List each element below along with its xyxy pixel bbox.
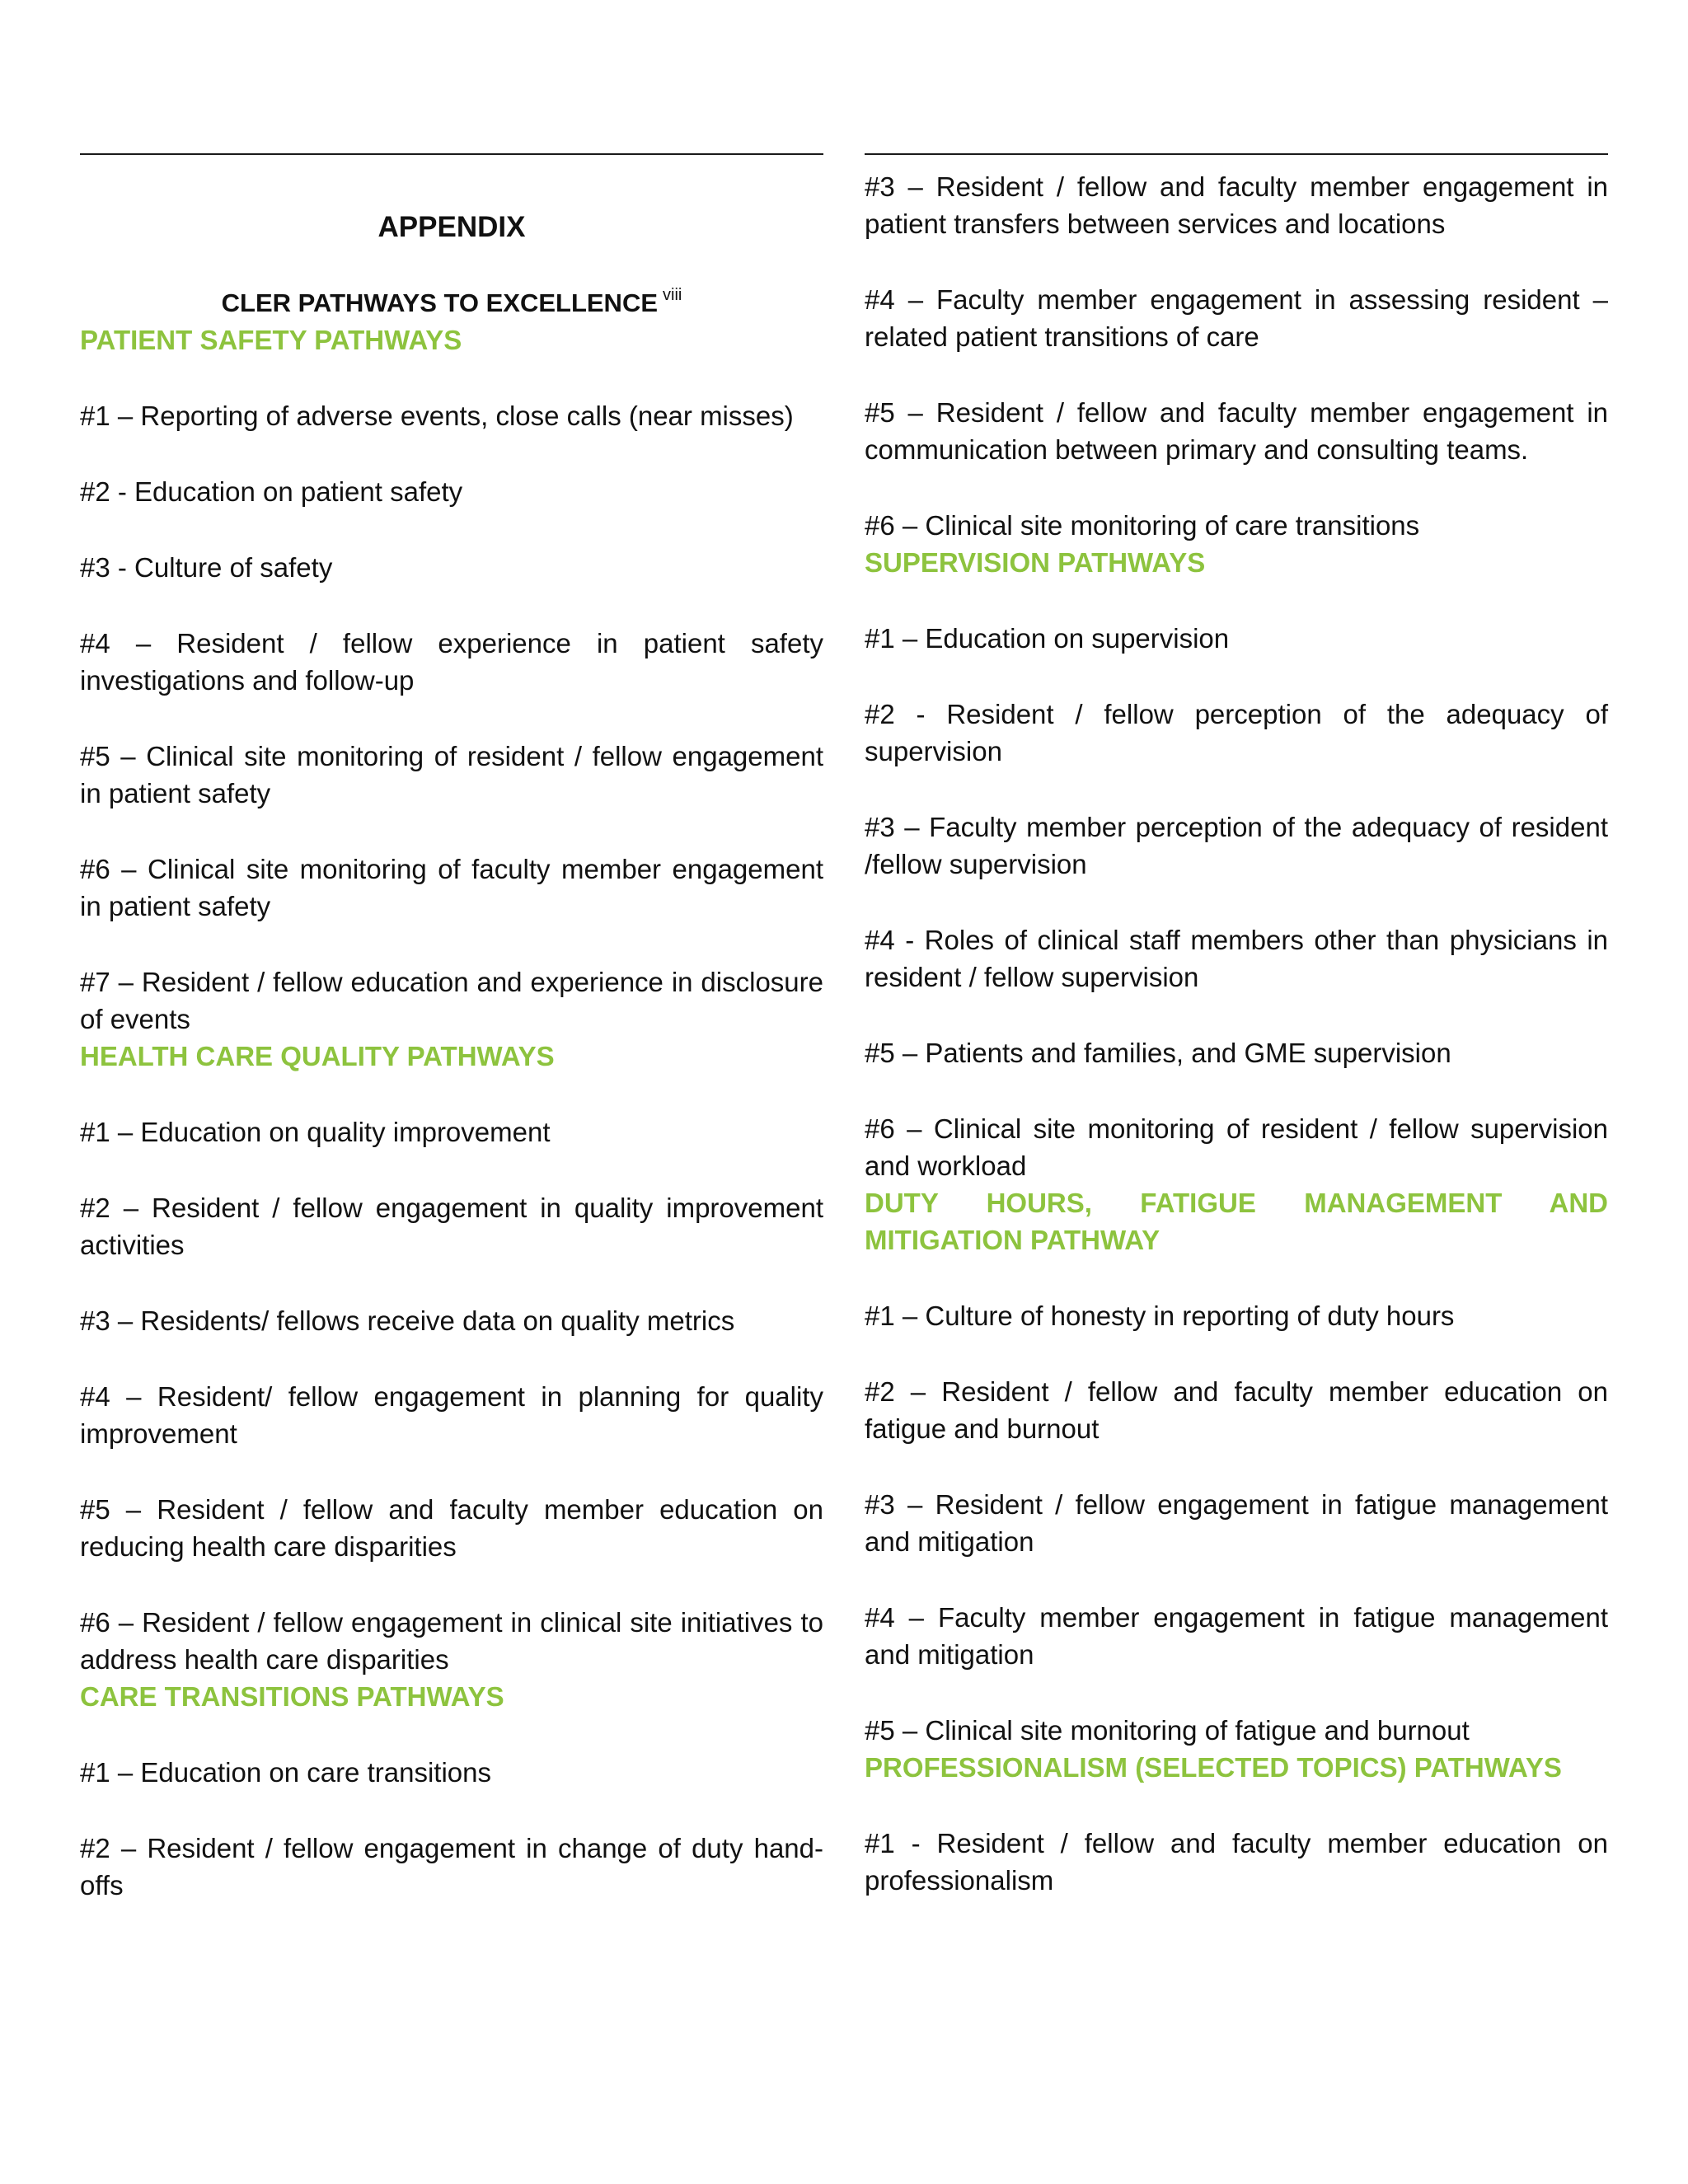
- supervision-item-4: #4 - Roles of clinical staff members other than physicians in resident / fellow supervision: [865, 925, 1608, 992]
- health-care-quality-item-4: #4 – Resident/ fellow engagement in planning for quality improvement: [80, 1381, 823, 1449]
- patient-safety-heading: PATIENT SAFETY PATHWAYS: [80, 325, 462, 355]
- supervision-item-3: #3 – Faculty member perception of the adequacy of resident /fellow supervision: [865, 812, 1608, 879]
- care-transitions-heading: CARE TRANSITIONS PATHWAYS: [80, 1681, 504, 1712]
- duty-hours-item-2: #2 – Resident / fellow and faculty member education on fatigue and burnout: [865, 1376, 1608, 1444]
- patient-safety-item-2: #2 - Education on patient safety: [80, 476, 463, 507]
- patient-safety-item-3: #3 - Culture of safety: [80, 552, 333, 583]
- health-care-quality-item-1: #1 – Education on quality improvement: [80, 1117, 551, 1147]
- patient-safety-item-5: #5 – Clinical site monitoring of resident / fellow engagement in patient safety: [80, 741, 823, 808]
- duty-hours-item-1: #1 – Culture of honesty in reporting of duty hours: [865, 1301, 1455, 1331]
- appendix-title: APPENDIX: [377, 211, 526, 243]
- cler-title: [80, 284, 823, 321]
- cler-footnote-ref: viii: [663, 286, 682, 304]
- care-transitions-item-1: #1 – Education on care transitions: [80, 1757, 491, 1788]
- duty-hours-item-5: #5 – Clinical site monitoring of fatigue and burnout: [865, 1715, 1470, 1746]
- care-transitions-item-4: #4 – Faculty member engagement in assessing resident – related patient transitions of care: [865, 284, 1608, 352]
- cler-title-text: CLER PATHWAYS TO EXCELLENCE: [221, 288, 659, 317]
- health-care-quality-item-3: #3 – Residents/ fellows receive data on quality metrics: [80, 1305, 735, 1336]
- supervision-item-6: #6 – Clinical site monitoring of resident / fellow supervision and workload: [865, 1113, 1608, 1181]
- left-column: [80, 153, 823, 1904]
- patient-safety-item-1: #1 – Reporting of adverse events, close calls (near misses): [80, 401, 794, 431]
- health-care-quality-item-5: #5 – Resident / fellow and faculty member education on reducing health care disparities: [80, 1494, 823, 1562]
- professionalism-item-1: #1 - Resident / fellow and faculty member education on professionalism: [865, 1828, 1608, 1896]
- care-transitions-item-2: #2 – Resident / fellow engagement in change of duty hand-offs: [80, 1833, 823, 1900]
- duty-hours-item-3: #3 – Resident / fellow engagement in fatigue management and mitigation: [865, 1489, 1608, 1557]
- right-column: [865, 153, 1608, 1899]
- care-transitions-item-5: #5 – Resident / fellow and faculty member engagement in communication between primary and consulting teams.: [865, 397, 1608, 465]
- health-care-quality-item-2: #2 – Resident / fellow engagement in quality improvement activities: [80, 1193, 823, 1260]
- supervision-item-5: #5 – Patients and families, and GME supervision: [865, 1038, 1451, 1068]
- duty-hours-item-4: #4 – Faculty member engagement in fatigue management and mitigation: [865, 1602, 1608, 1670]
- supervision-item-2: #2 - Resident / fellow perception of the adequacy of supervision: [865, 699, 1608, 766]
- patient-safety-item-7: #7 – Resident / fellow education and experience in disclosure of events: [80, 967, 823, 1034]
- health-care-quality-item-6: #6 – Resident / fellow engagement in clinical site initiatives to address health care disparities: [80, 1607, 823, 1675]
- supervision-heading: SUPERVISION PATHWAYS: [865, 547, 1206, 578]
- duty-hours-heading: DUTY HOURS, FATIGUE MANAGEMENT AND MITIGATION PATHWAY: [865, 1188, 1608, 1255]
- care-transitions-item-3: #3 – Resident / fellow and faculty member engagement in patient transfers between services and locations: [865, 171, 1608, 239]
- care-transitions-item-6: #6 – Clinical site monitoring of care transitions: [865, 510, 1420, 541]
- health-care-quality-heading: HEALTH CARE QUALITY PATHWAYS: [80, 1041, 555, 1071]
- patient-safety-item-4: #4 – Resident / fellow experience in patient safety investigations and follow-up: [80, 628, 823, 696]
- patient-safety-item-6: #6 – Clinical site monitoring of faculty member engagement in patient safety: [80, 854, 823, 921]
- supervision-item-1: #1 – Education on supervision: [865, 623, 1230, 654]
- professionalism-heading: PROFESSIONALISM (SELECTED TOPICS) PATHWAYS: [865, 1752, 1562, 1783]
